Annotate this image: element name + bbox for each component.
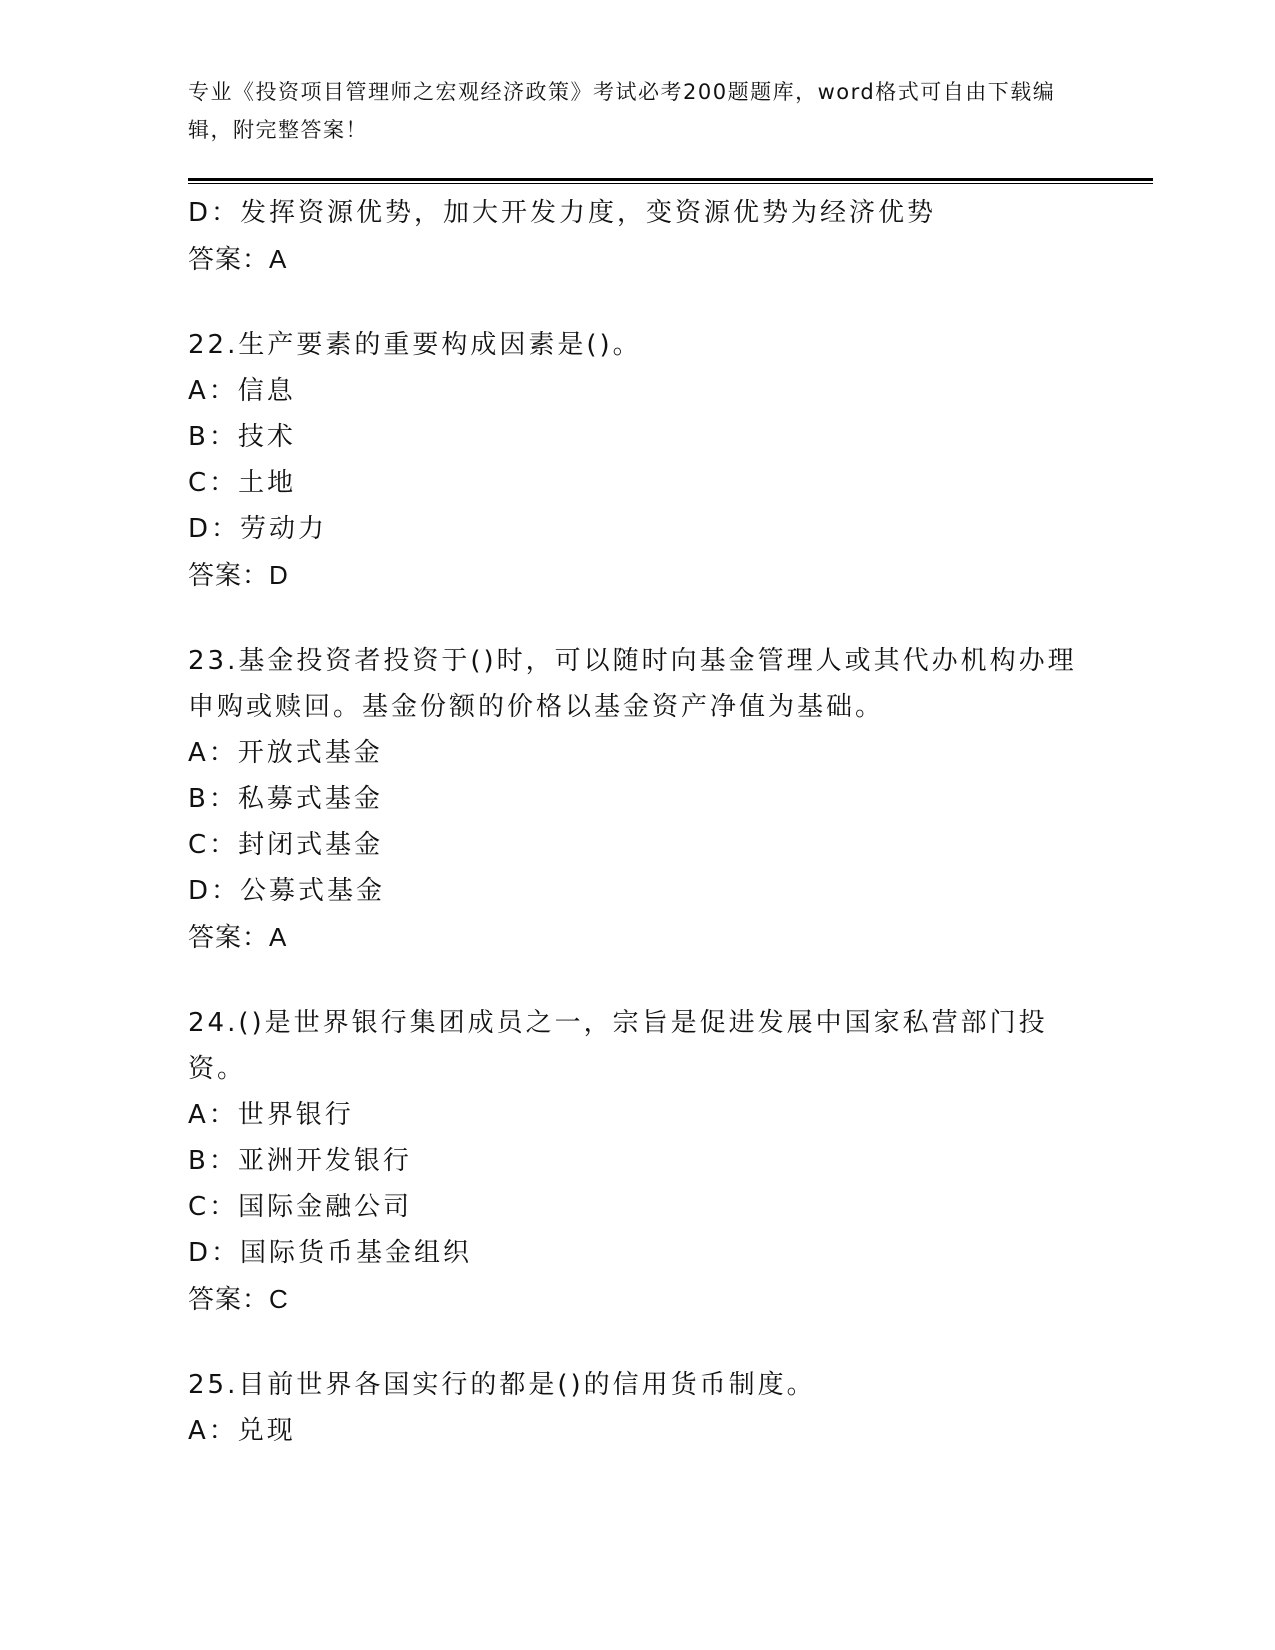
question-text: 25.目前世界各国实行的都是()的信用货币制度。 bbox=[188, 1370, 816, 1400]
answer: 答案：D bbox=[188, 560, 289, 590]
question-spacer bbox=[188, 282, 1088, 322]
header-divider-thick bbox=[188, 178, 1153, 181]
question-option: B：亚洲开发银行 bbox=[188, 1146, 412, 1176]
answer: 答案：C bbox=[188, 1284, 289, 1314]
question-option: A：信息 bbox=[188, 376, 296, 406]
question-block bbox=[188, 598, 1088, 960]
question-block bbox=[188, 960, 1088, 1322]
question-option: B：私募式基金 bbox=[188, 784, 383, 814]
question-option: B：技术 bbox=[188, 422, 296, 452]
carryover-block bbox=[188, 190, 1088, 282]
question-text: 24.()是世界银行集团成员之一，宗旨是促进发展中国家私营部门投资。 bbox=[188, 1008, 1048, 1084]
document-body bbox=[188, 190, 1088, 1454]
question-spacer bbox=[188, 598, 1088, 638]
question-option: A：世界银行 bbox=[188, 1100, 354, 1130]
answer: 答案：A bbox=[188, 922, 288, 952]
question-text: 23.基金投资者投资于()时，可以随时向基金管理人或其代办机构办理申购或赎回。基金份额的价格以基金资产净值为基础。 bbox=[188, 646, 1077, 722]
option-d: D：发挥资源优势，加大开发力度，变资源优势为经济优势 bbox=[188, 198, 937, 228]
question-text: 22.生产要素的重要构成因素是()。 bbox=[188, 330, 642, 360]
answer: 答案：A bbox=[188, 244, 288, 274]
question-option: A：开放式基金 bbox=[188, 738, 383, 768]
header-divider-thin bbox=[188, 183, 1153, 184]
question-option: C：国际金融公司 bbox=[188, 1192, 413, 1222]
question-spacer bbox=[188, 960, 1088, 1000]
question-spacer bbox=[188, 1322, 1088, 1362]
question-option: D：国际货币基金组织 bbox=[188, 1238, 473, 1268]
question-option: A：兑现 bbox=[188, 1416, 296, 1446]
question-option: D：公募式基金 bbox=[188, 876, 386, 906]
question-option: D：劳动力 bbox=[188, 514, 328, 544]
question-list bbox=[188, 282, 1088, 1454]
question-block bbox=[188, 1322, 1088, 1454]
question-option: C：封闭式基金 bbox=[188, 830, 384, 860]
document-header: 专业《投资项目管理师之宏观经济政策》考试必考200题题库，word格式可自由下载编辑，附完整答案！ bbox=[188, 80, 1056, 142]
question-block bbox=[188, 282, 1088, 598]
question-option: C：土地 bbox=[188, 468, 297, 498]
